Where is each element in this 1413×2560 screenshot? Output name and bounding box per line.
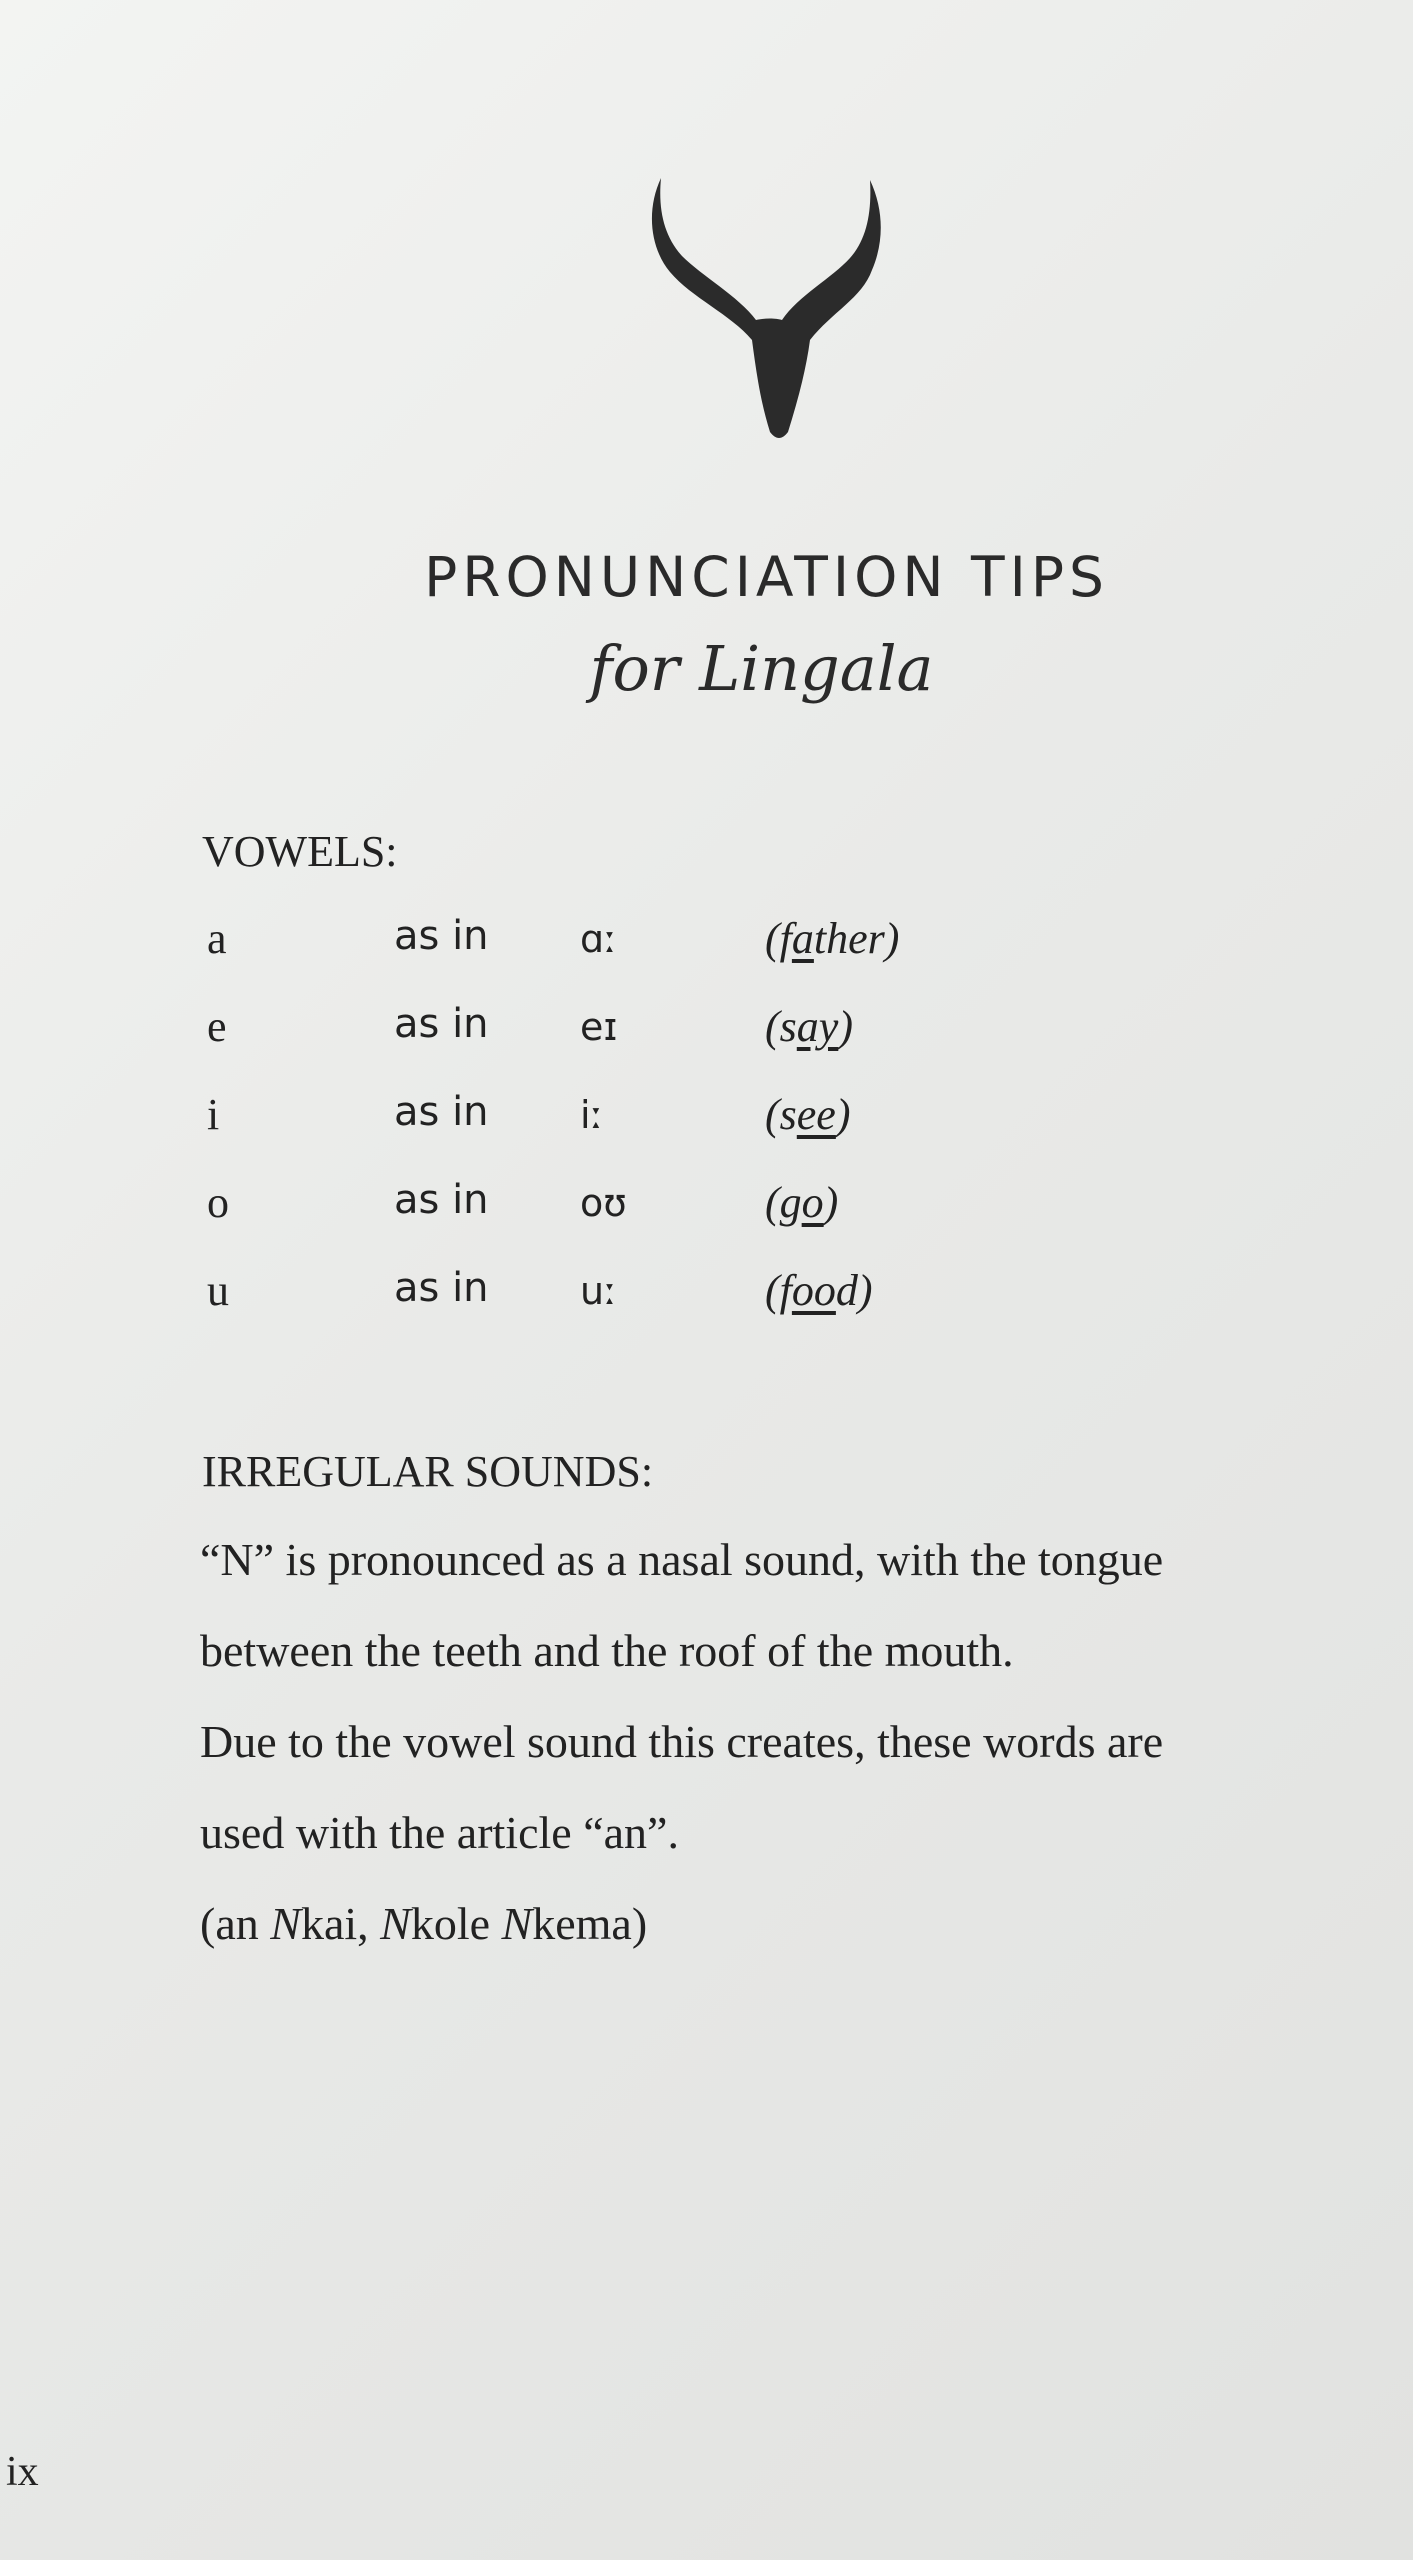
- irregular-sounds-heading: IRREGULAR SOUNDS:: [202, 1447, 654, 1496]
- vowel-letter: a: [207, 914, 227, 963]
- example-word: (food): [765, 1266, 873, 1315]
- example-words-line: (an Nkai, Nkole Nkema): [200, 1898, 648, 1949]
- page-number: ix: [6, 2449, 39, 2495]
- page-title: PRONUNCIATION TIPS: [424, 545, 1109, 609]
- vowel-row: [0, 1001, 1413, 1061]
- example-word: (say): [765, 1002, 853, 1051]
- vowel-letter: i: [207, 1090, 220, 1139]
- as-in-label: as in: [394, 1265, 489, 1311]
- example-word: (see): [765, 1090, 851, 1139]
- ipa-symbol: iː: [580, 1093, 604, 1137]
- vowel-letter: u: [207, 1266, 229, 1315]
- antelope-horns-logo-icon: [648, 170, 888, 440]
- paragraph-line: used with the article “an”.: [200, 1807, 679, 1858]
- example-word: (go): [765, 1178, 839, 1227]
- ipa-symbol: eɪ: [580, 1005, 618, 1049]
- vowel-row: [0, 1089, 1413, 1149]
- as-in-label: as in: [394, 913, 489, 959]
- ipa-symbol: oʊ: [580, 1181, 627, 1225]
- as-in-label: as in: [394, 1089, 489, 1135]
- vowel-row: [0, 1177, 1413, 1237]
- vowel-letter: e: [207, 1002, 227, 1051]
- as-in-label: as in: [394, 1177, 489, 1223]
- paragraph-line: “N” is pronounced as a nasal sound, with the tongue: [200, 1534, 1164, 1585]
- vowels-heading: VOWELS:: [202, 827, 398, 876]
- example-word: (father): [765, 914, 900, 963]
- vowel-row: [0, 1265, 1413, 1325]
- paragraph-line: Due to the vowel sound this creates, these words are: [200, 1716, 1164, 1767]
- as-in-label: as in: [394, 1001, 489, 1047]
- ipa-symbol: uː: [580, 1269, 617, 1313]
- vowel-row: [0, 913, 1413, 973]
- ipa-symbol: ɑː: [580, 917, 617, 961]
- page-subtitle: for Lingala: [589, 632, 934, 705]
- vowel-letter: o: [207, 1178, 229, 1227]
- paragraph-line: between the teeth and the roof of the mouth.: [200, 1625, 1014, 1676]
